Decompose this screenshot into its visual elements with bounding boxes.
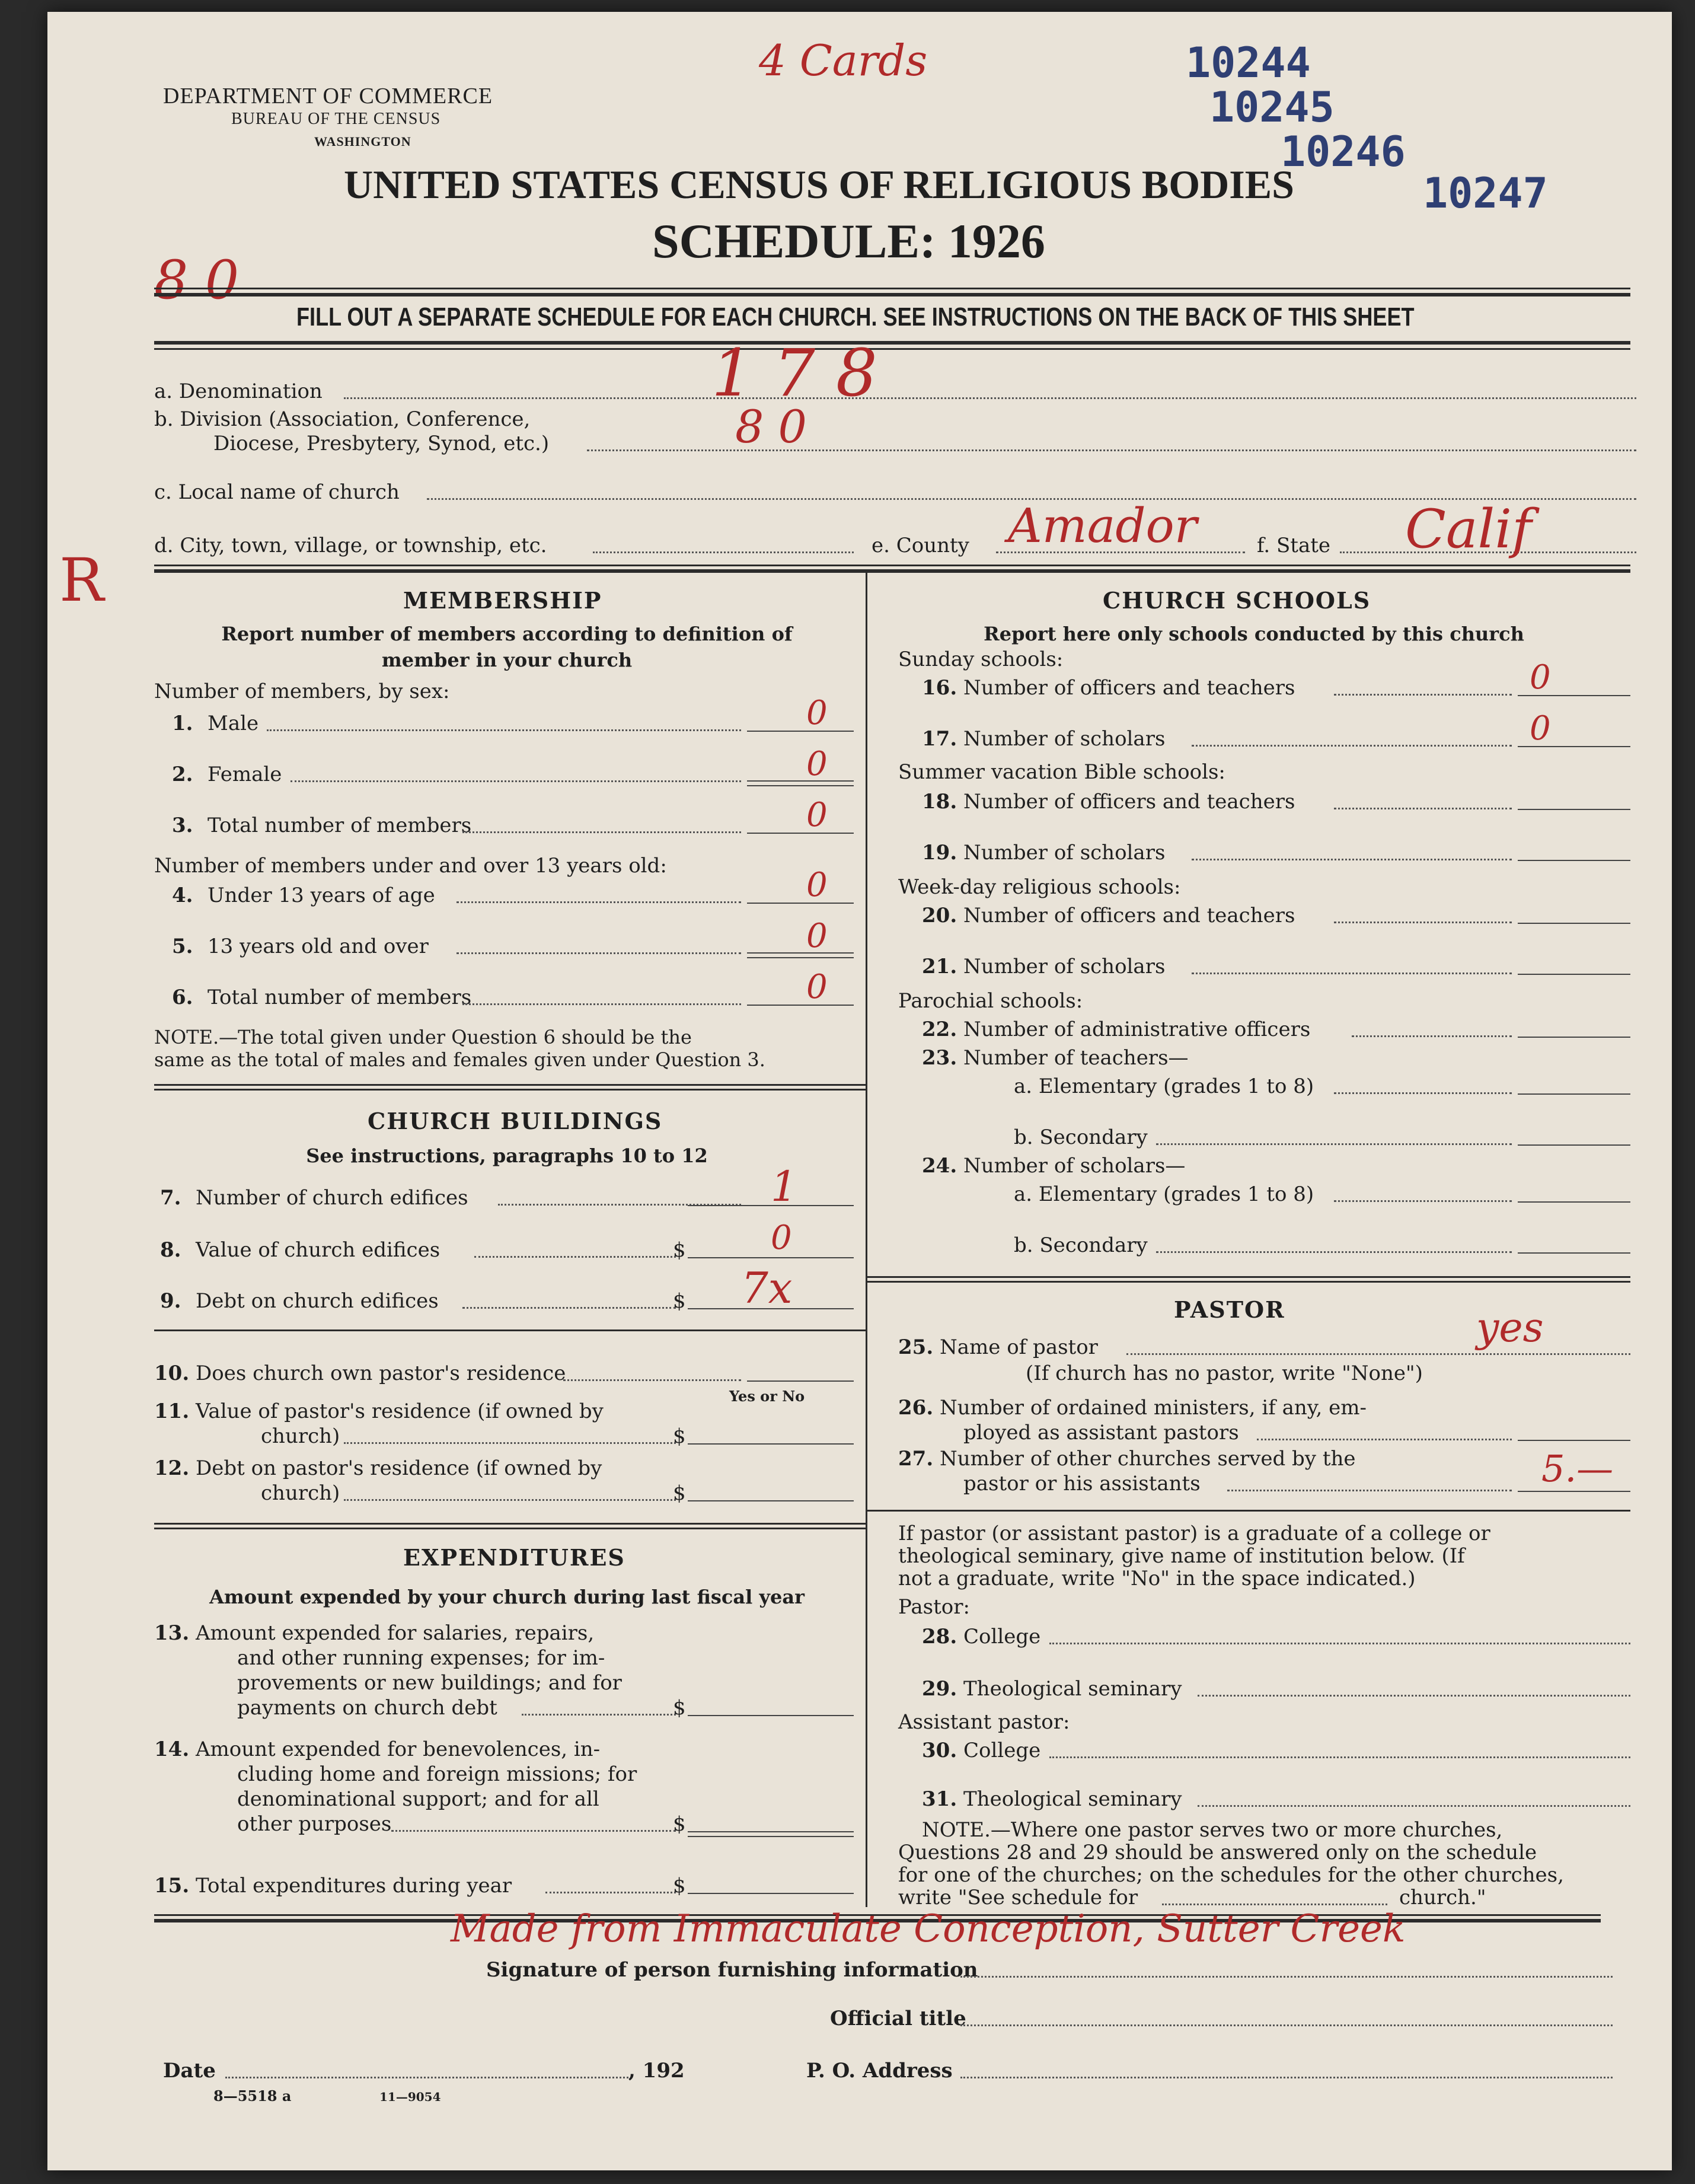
q4-label: Under 13 years of age [208, 884, 435, 907]
denomination-label: a. Denomination [154, 380, 323, 403]
q29-number: 29. [922, 1677, 957, 1701]
membership-sub-2: member in your church [381, 649, 633, 671]
denomination-value[interactable]: 1 7 8 [711, 335, 877, 411]
q9-dollar: $ [673, 1289, 686, 1313]
q9-label: Debt on church edifices [196, 1289, 439, 1313]
pastor-note-1: NOTE.—Where one pastor serves two or more churches, [922, 1818, 1503, 1842]
dept-name: DEPARTMENT OF COMMERCE [163, 84, 493, 109]
total-members-value[interactable]: 0 [806, 796, 828, 834]
q21-label: Number of scholars [963, 955, 1166, 978]
q18-label: Number of officers and teachers [963, 790, 1295, 814]
form-number: 8—5518 a [213, 2087, 292, 2105]
male-value[interactable]: 0 [806, 694, 828, 732]
q10-label: Does church own pastor's residence [196, 1362, 566, 1385]
q24-number: 24. [922, 1154, 957, 1178]
q14-line-1: Amount expended for benevolences, in- [196, 1737, 601, 1761]
q27-number: 27. [898, 1447, 934, 1471]
official-title-label: Official title [830, 2007, 966, 2030]
pastor-note-3: for one of the churches; on the schedules for the other churches, [898, 1863, 1564, 1887]
assistant-sub-label: Assistant pastor: [898, 1710, 1070, 1734]
pastor-name-value[interactable]: yes [1476, 1305, 1544, 1351]
q26-line-1: Number of ordained ministers, if any, em- [940, 1396, 1367, 1420]
q18-number: 18. [922, 790, 957, 814]
q14-number: 14. [154, 1737, 190, 1761]
division-value[interactable]: 8 0 [735, 400, 807, 453]
over-13-value[interactable]: 0 [806, 917, 828, 955]
q8-dollar: $ [673, 1238, 686, 1262]
q15-label: Total expenditures during year [196, 1874, 512, 1898]
q13-line-4: payments on church debt [237, 1696, 497, 1720]
q1-number: 1. [172, 712, 193, 735]
q23a-label: a. Elementary (grades 1 to 8) [1014, 1075, 1314, 1098]
q14-line-2: cluding home and foreign missions; for [237, 1762, 637, 1786]
cards-annotation: 4 Cards [759, 36, 928, 85]
expenditures-sub: Amount expended by your church during last fiscal year [209, 1586, 805, 1608]
parochial-label: Parochial schools: [898, 989, 1083, 1013]
total-members-age-value[interactable]: 0 [806, 968, 828, 1006]
form-title: UNITED STATES CENSUS OF RELIGIOUS BODIES [344, 162, 1294, 207]
q24b-label: b. Secondary [1014, 1233, 1148, 1257]
q16-number: 16. [922, 676, 957, 700]
q25-sub: (If church has no pastor, write "None") [1026, 1362, 1423, 1385]
membership-sub-1: Report number of members according to definition of [221, 623, 793, 645]
q6-label: Total number of members [208, 986, 472, 1009]
q14-line-3: denominational support; and for all [237, 1787, 599, 1811]
q1-label: Male [208, 712, 259, 735]
q11-label-1: Value of pastor's residence (if owned by [196, 1399, 604, 1423]
sunday-scholars-value[interactable]: 0 [1530, 709, 1551, 748]
q25-label: Name of pastor [940, 1335, 1098, 1359]
q30-number: 30. [922, 1739, 957, 1762]
q17-number: 17. [922, 727, 957, 751]
q30-label: College [963, 1739, 1041, 1762]
margin-r-annotation: R [59, 546, 104, 615]
margin-80-annotation: 8 0 [154, 249, 240, 311]
summer-label: Summer vacation Bible schools: [898, 760, 1225, 784]
q13-line-1: Amount expended for salaries, repairs, [196, 1621, 595, 1645]
sunday-label: Sunday schools: [898, 648, 1064, 671]
q31-number: 31. [922, 1787, 957, 1811]
buildings-sub: See instructions, paragraphs 10 to 12 [306, 1144, 708, 1167]
pastor-note-4: write "See schedule for [898, 1886, 1138, 1909]
bureau-name: BUREAU OF THE CENSUS [231, 110, 441, 128]
signature-value[interactable]: Made from Immaculate Conception, Sutter Creek [451, 1907, 1406, 1951]
by-age-label: Number of members under and over 13 years old: [154, 854, 667, 878]
q27-line-2: pastor or his assistants [963, 1472, 1201, 1496]
q5-label: 13 years old and over [208, 935, 429, 958]
q31-label: Theological seminary [963, 1787, 1182, 1811]
schools-title: CHURCH SCHOOLS [1103, 587, 1371, 614]
q16-label: Number of officers and teachers [963, 676, 1295, 700]
q27-line-1: Number of other churches served by the [940, 1447, 1356, 1471]
stamp-number-2: 10245 [1209, 83, 1335, 132]
pastor-note-4b: church." [1399, 1886, 1486, 1909]
grad-note-1: If pastor (or assistant pastor) is a graduate of a college or [898, 1522, 1490, 1545]
q13-dollar: $ [673, 1696, 686, 1720]
q8-label: Value of church edifices [196, 1238, 440, 1262]
under-13-value[interactable]: 0 [806, 866, 828, 904]
instruction-line: FILL OUT A SEPARATE SCHEDULE FOR EACH CHURCH. SEE INSTRUCTIONS ON THE BACK OF THIS SHEET [296, 302, 1415, 331]
q15-number: 15. [154, 1874, 190, 1898]
by-sex-label: Number of members, by sex: [154, 680, 450, 703]
q20-number: 20. [922, 904, 957, 927]
po-address-label: P. O. Address [806, 2059, 953, 2083]
q25-number: 25. [898, 1335, 934, 1359]
expenditures-title: EXPENDITURES [403, 1544, 625, 1571]
date-year: , 192 [628, 2059, 685, 2083]
q21-number: 21. [922, 955, 957, 978]
q28-label: College [963, 1625, 1041, 1649]
county-label: e. County [872, 534, 969, 557]
q15-dollar: $ [673, 1874, 686, 1898]
q29-label: Theological seminary [963, 1677, 1182, 1701]
q11-dollar: $ [673, 1424, 686, 1448]
q26-line-2: ployed as assistant pastors [963, 1421, 1239, 1445]
q28-number: 28. [922, 1625, 957, 1649]
census-schedule-sheet [47, 12, 1672, 2170]
q2-number: 2. [172, 763, 193, 786]
q10-number: 10. [154, 1362, 190, 1385]
membership-note-2: same as the total of males and females given under Question 3. [154, 1048, 765, 1071]
q19-number: 19. [922, 841, 957, 865]
q4-number: 4. [172, 884, 193, 907]
q8-number: 8. [160, 1238, 181, 1262]
stamp-number-4: 10247 [1423, 169, 1548, 218]
sunday-teachers-value[interactable]: 0 [1530, 658, 1551, 697]
q11-label-2: church) [261, 1424, 340, 1448]
q23-number: 23. [922, 1046, 957, 1070]
other-churches-value[interactable]: 5.— [1541, 1447, 1614, 1490]
local-name-label: c. Local name of church [154, 480, 400, 504]
q3-label: Total number of members [208, 814, 472, 837]
q7-number: 7. [160, 1186, 181, 1210]
q19-label: Number of scholars [963, 841, 1166, 865]
grad-note-3: not a graduate, write "No" in the space indicated.) [898, 1567, 1416, 1590]
q26-number: 26. [898, 1396, 934, 1420]
q13-line-2: and other running expenses; for im- [237, 1646, 605, 1670]
stamp-number-3: 10246 [1281, 127, 1406, 176]
city-name: WASHINGTON [314, 134, 411, 149]
q13-line-3: provements or new buildings; and for [237, 1671, 622, 1695]
q12-label-1: Debt on pastor's residence (if owned by [196, 1456, 602, 1480]
schools-sub: Report here only schools conducted by this church [984, 623, 1524, 645]
q23b-label: b. Secondary [1014, 1126, 1148, 1149]
yes-no-hint: Yes or No [729, 1388, 805, 1405]
city-label: d. City, town, village, or township, etc. [154, 534, 547, 557]
q2-label: Female [208, 763, 282, 786]
weekday-label: Week-day religious schools: [898, 875, 1181, 899]
q17-label: Number of scholars [963, 727, 1166, 751]
buildings-title: CHURCH BUILDINGS [368, 1108, 663, 1134]
pastor-sub-label: Pastor: [898, 1595, 970, 1619]
state-label: f. State [1257, 534, 1330, 557]
female-value[interactable]: 0 [806, 745, 828, 783]
q24a-label: a. Elementary (grades 1 to 8) [1014, 1182, 1314, 1206]
print-number: 11—9054 [379, 2090, 441, 2104]
q7-label: Number of church edifices [196, 1186, 468, 1210]
q6-number: 6. [172, 986, 193, 1009]
q12-dollar: $ [673, 1481, 686, 1505]
q13-number: 13. [154, 1621, 190, 1645]
value-edifices-value[interactable]: 0 [771, 1219, 792, 1257]
q5-number: 5. [172, 935, 193, 958]
stamp-number-1: 10244 [1186, 39, 1311, 87]
q11-number: 11. [154, 1399, 190, 1423]
division-label-2: Diocese, Presbytery, Synod, etc.) [213, 432, 550, 455]
edifices-value[interactable]: 1 [771, 1162, 797, 1211]
grad-note-2: theological seminary, give name of institution below. (If [898, 1544, 1465, 1568]
q22-number: 22. [922, 1018, 957, 1041]
state-value[interactable]: Calif [1405, 498, 1532, 560]
division-label-1: b. Division (Association, Conference, [154, 407, 531, 431]
q20-label: Number of officers and teachers [963, 904, 1295, 927]
q14-dollar: $ [673, 1812, 686, 1836]
q14-line-4: other purposes [237, 1812, 392, 1836]
signature-label: Signature of person furnishing information [486, 1958, 978, 1982]
date-label: Date [163, 2059, 216, 2083]
q3-number: 3. [172, 814, 193, 837]
membership-note-1: NOTE.—The total given under Question 6 should be the [154, 1026, 692, 1048]
q12-number: 12. [154, 1456, 190, 1480]
county-value[interactable]: Amador [1008, 498, 1197, 553]
debt-edifices-value[interactable]: 7x [741, 1263, 793, 1313]
membership-title: MEMBERSHIP [403, 587, 602, 614]
pastor-note-2: Questions 28 and 29 should be answered only on the schedule [898, 1841, 1537, 1864]
schedule-year: SCHEDULE: 1926 [652, 214, 1045, 268]
q12-label-2: church) [261, 1481, 340, 1505]
q23-label: Number of teachers— [963, 1046, 1189, 1070]
q22-label: Number of administrative officers [963, 1018, 1311, 1041]
pastor-title: PASTOR [1174, 1296, 1285, 1323]
q9-number: 9. [160, 1289, 181, 1313]
q24-label: Number of scholars— [963, 1154, 1186, 1178]
